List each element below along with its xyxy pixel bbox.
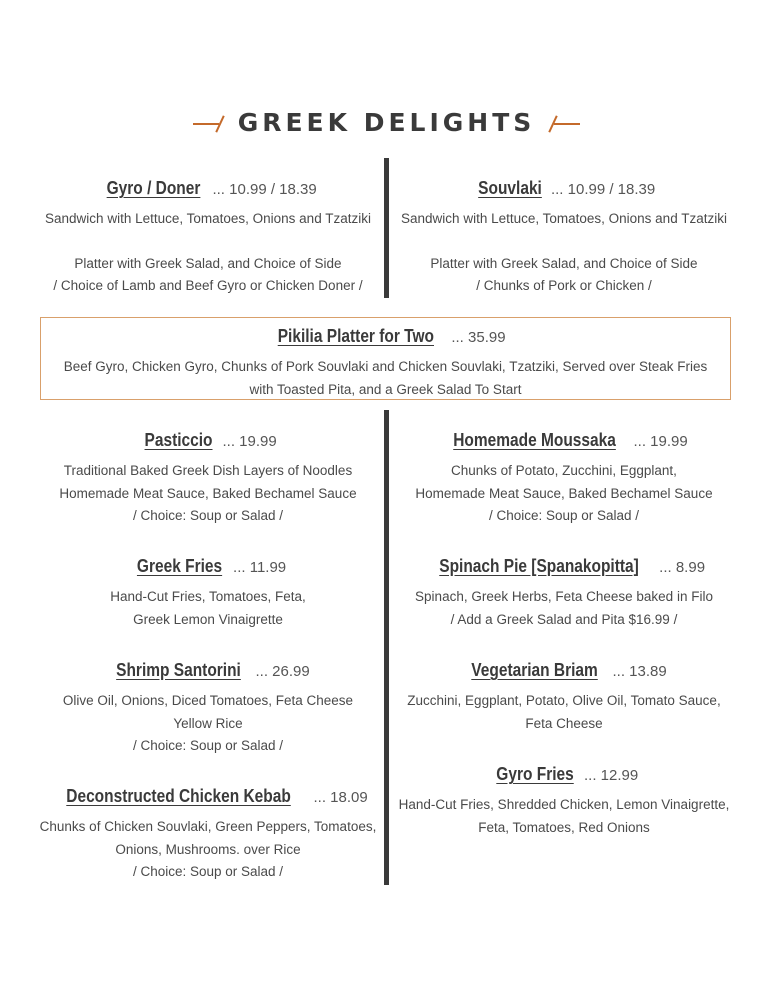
description-line: Hand-Cut Fries, Tomatoes, Feta, xyxy=(110,589,306,604)
menu-item-chicken-kebab xyxy=(20,784,396,884)
item-heading xyxy=(20,784,396,810)
description-line: Spinach, Greek Herbs, Feta Cheese baked in Filo xyxy=(415,589,713,604)
description-line: Homemade Meat Sauce, Baked Bechamel Sauce xyxy=(415,485,713,501)
item-heading xyxy=(376,554,752,580)
description-line: Greek Lemon Vinaigrette xyxy=(133,611,283,627)
menu-item-gyro-doner xyxy=(20,176,396,298)
item-price: ... 11.99 xyxy=(228,559,287,576)
description-line: Onions, Mushrooms. over Rice xyxy=(115,841,301,857)
menu-item-moussaka xyxy=(376,428,752,528)
description-line: / Chunks of Pork or Chicken / xyxy=(476,278,652,293)
right-ornament xyxy=(546,115,580,131)
item-heading xyxy=(20,658,396,684)
description-line: / Choice: Soup or Salad / xyxy=(488,508,640,523)
description-line: / Add a Greek Salad and Pita $16.99 / xyxy=(450,611,678,627)
item-heading xyxy=(376,176,752,202)
menu-item-pikilia-platter xyxy=(40,324,731,401)
item-heading xyxy=(376,762,752,788)
menu-item-souvlaki xyxy=(376,176,752,298)
menu-item-greek-fries xyxy=(20,554,396,631)
item-price: ... 26.99 xyxy=(251,663,310,680)
item-description xyxy=(376,208,752,298)
item-name: Deconstructed Chicken Kebab xyxy=(66,786,292,806)
description-line: Yellow Rice xyxy=(173,715,243,731)
description-line: Chunks of Potato, Zucchini, Eggplant, xyxy=(451,463,677,478)
item-price: ... 10.99 / 18.39 xyxy=(546,181,656,198)
description-line: Hand-Cut Fries, Shredded Chicken, Lemon Vinaigrette, xyxy=(398,797,730,812)
item-price: ... 18.09 xyxy=(309,789,368,806)
description-line: Feta, Tomatoes, Red Onions xyxy=(478,819,650,835)
item-price: ... 35.99 xyxy=(447,329,506,346)
menu-item-spinach-pie xyxy=(376,554,752,631)
item-description xyxy=(376,460,752,528)
description-line: Chunks of Chicken Souvlaki, Green Peppers, Tomatoes, xyxy=(39,819,377,834)
description-line: Feta Cheese xyxy=(525,715,603,731)
description-line: / Choice of Lamb and Beef Gyro or Chicken Doner / xyxy=(53,278,363,293)
description-spacer xyxy=(20,231,396,253)
item-heading xyxy=(40,324,731,350)
item-heading xyxy=(376,428,752,454)
item-name: Homemade Moussaka xyxy=(453,430,617,450)
description-line: Beef Gyro, Chicken Gyro, Chunks of Pork Souvlaki and Chicken Souvlaki, Tzatziki, Served over Steak Fries xyxy=(63,359,708,374)
item-price: ... 10.99 / 18.39 xyxy=(208,181,317,198)
item-heading xyxy=(376,658,752,684)
menu-item-pasticcio xyxy=(20,428,396,528)
item-name: Souvlaki xyxy=(477,178,542,198)
description-line: / Choice: Soup or Salad / xyxy=(132,864,284,879)
menu-item-shrimp-santorini xyxy=(20,658,396,758)
item-description xyxy=(40,356,731,401)
description-line: / Choice: Soup or Salad / xyxy=(132,508,284,523)
item-name: Vegetarian Briam xyxy=(471,660,599,680)
item-name: Gyro / Doner xyxy=(106,178,201,198)
item-name: Greek Fries xyxy=(136,556,222,576)
description-spacer xyxy=(376,231,752,253)
description-line: Traditional Baked Greek Dish Layers of Noodles xyxy=(63,463,353,478)
item-price: ... 13.89 xyxy=(608,663,667,680)
item-description xyxy=(20,690,396,758)
description-line: Sandwich with Lettuce, Tomatoes, Onions and Tzatziki xyxy=(401,211,727,226)
description-line: with Toasted Pita, and a Greek Salad To Start xyxy=(249,381,522,397)
menu-item-vegetarian-briam xyxy=(376,658,752,735)
item-heading xyxy=(20,554,396,580)
item-heading xyxy=(20,428,396,454)
item-description xyxy=(376,794,752,839)
item-description xyxy=(20,586,396,631)
description-line: Platter with Greek Salad, and Choice of Side xyxy=(430,255,698,271)
description-line: Sandwich with Lettuce, Tomatoes, Onions and Tzatziki xyxy=(45,211,371,226)
item-name: Pasticcio xyxy=(144,430,213,450)
item-price: ... 12.99 xyxy=(579,767,639,784)
item-description xyxy=(376,586,752,631)
left-ornament xyxy=(193,115,227,131)
description-line: Zucchini, Eggplant, Potato, Olive Oil, Tomato Sauce, xyxy=(407,693,721,708)
item-description xyxy=(20,460,396,528)
menu-header xyxy=(0,108,773,144)
item-name: Pikilia Platter for Two xyxy=(278,326,435,346)
item-description xyxy=(20,816,396,884)
menu-item-gyro-fries xyxy=(376,762,752,839)
item-description xyxy=(20,208,396,298)
item-price: ... 19.99 xyxy=(218,433,277,450)
item-heading xyxy=(20,176,396,202)
item-description xyxy=(376,690,752,735)
description-line: Platter with Greek Salad, and Choice of Side xyxy=(74,255,342,271)
description-line: Homemade Meat Sauce, Baked Bechamel Sauce xyxy=(59,485,357,501)
item-name: Spinach Pie [Spanakopitta] xyxy=(439,556,639,576)
item-price: ... 8.99 xyxy=(655,559,706,576)
page-title: GREEK DELIGHTS xyxy=(237,108,536,137)
description-line: Olive Oil, Onions, Diced Tomatoes, Feta Cheese xyxy=(62,693,354,708)
item-name: Gyro Fries xyxy=(496,764,574,784)
description-line: / Choice: Soup or Salad / xyxy=(132,738,284,753)
item-name: Shrimp Santorini xyxy=(116,660,242,680)
item-price: ... 19.99 xyxy=(629,433,688,450)
